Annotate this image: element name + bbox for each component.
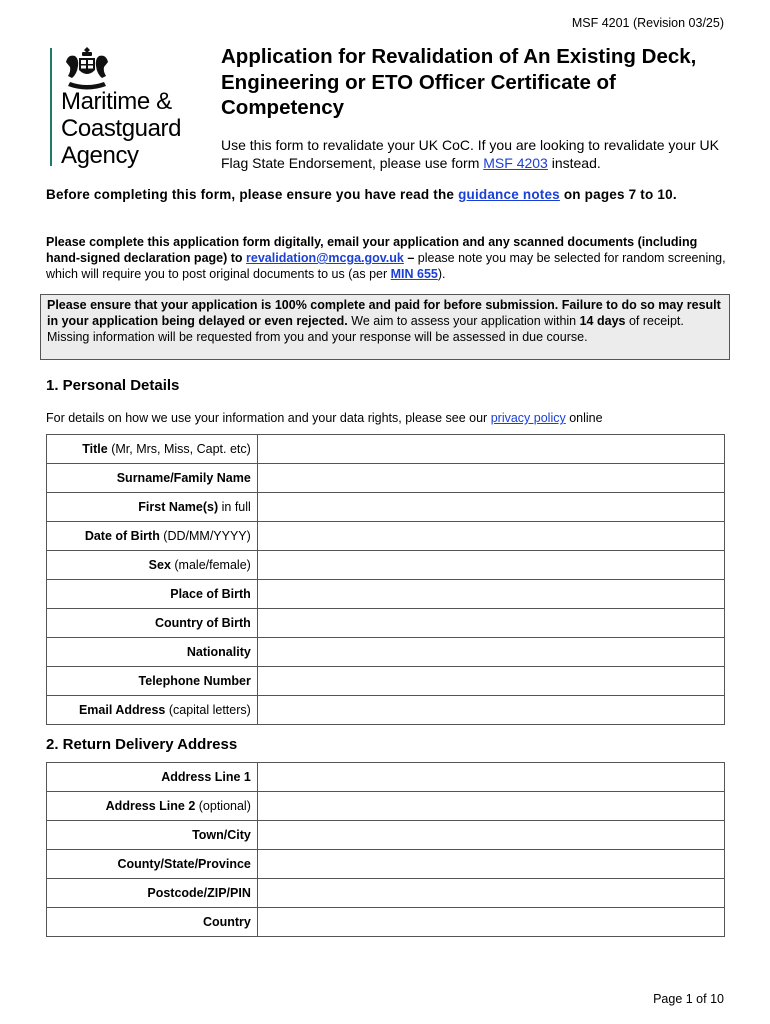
intro-text: Use this form to revalidate your UK CoC. If you are looking to revalidate your UK Flag State Endorsement, please use form MSF 4203 instead. xyxy=(221,137,719,171)
field-label: First Name(s) in full xyxy=(47,493,258,522)
field-label: County/State/Province xyxy=(47,850,258,879)
telephone-field[interactable] xyxy=(257,667,724,696)
page-number: Page 1 of 10 xyxy=(653,992,724,1006)
country-field[interactable] xyxy=(257,908,724,937)
place-of-birth-field[interactable] xyxy=(257,580,724,609)
personal-details-heading: 1. Personal Details xyxy=(46,377,180,394)
sex-field[interactable] xyxy=(257,551,724,580)
royal-crest-icon xyxy=(60,46,114,90)
table-row xyxy=(47,696,725,725)
table-row xyxy=(47,792,725,821)
completeness-notice-box: Please ensure that your application is 100% complete and paid for before submission. Failure to do so may result in your application being delayed or even rejected. We aim to assess your application within 14 days of receipt. Missing information will be requested from you and your response will be assessed in due course. xyxy=(40,294,730,360)
table-row xyxy=(47,763,725,792)
msf-4203-link[interactable]: MSF 4203 xyxy=(483,155,548,171)
form-revision: MSF 4201 (Revision 03/25) xyxy=(571,16,724,30)
agency-line: Agency xyxy=(61,142,139,169)
surname-field[interactable] xyxy=(257,464,724,493)
min-655-link[interactable]: MIN 655 xyxy=(390,267,438,281)
agency-name xyxy=(61,88,181,169)
submission-instructions: Please complete this application form digitally, email your application and any scanned documents (including hand-signed declaration page) to revalidation@mcga.gov.uk – please note you may be selected for random screening, which will require you to post original documents to us (as per MIN 655). xyxy=(46,235,726,281)
table-row xyxy=(47,580,725,609)
guidance-notice: Before completing this form, please ensure you have read the guidance notes on pages 7 to 10. xyxy=(46,187,677,202)
country-of-birth-field[interactable] xyxy=(257,609,724,638)
title-field[interactable] xyxy=(257,435,724,464)
table-row xyxy=(47,667,725,696)
field-label: Telephone Number xyxy=(47,667,258,696)
privacy-policy-link[interactable]: privacy policy xyxy=(490,411,566,425)
address-line-1-field[interactable] xyxy=(257,763,724,792)
date-of-birth-field[interactable] xyxy=(257,522,724,551)
field-label: Country xyxy=(47,908,258,937)
logo-divider xyxy=(50,48,52,166)
field-label: Place of Birth xyxy=(47,580,258,609)
table-row xyxy=(47,821,725,850)
postcode-field[interactable] xyxy=(257,879,724,908)
table-row xyxy=(47,493,725,522)
field-label: Address Line 2 (optional) xyxy=(47,792,258,821)
town-city-field[interactable] xyxy=(257,821,724,850)
revalidation-email-link[interactable]: revalidation@mcga.gov.uk xyxy=(246,251,404,265)
field-label: Address Line 1 xyxy=(47,763,258,792)
return-address-table xyxy=(46,762,725,937)
field-label: Country of Birth xyxy=(47,609,258,638)
county-state-field[interactable] xyxy=(257,850,724,879)
field-label: Date of Birth (DD/MM/YYYY) xyxy=(47,522,258,551)
field-label: Sex (male/female) xyxy=(47,551,258,580)
field-label: Nationality xyxy=(47,638,258,667)
agency-line: Maritime & xyxy=(61,88,172,115)
nationality-field[interactable] xyxy=(257,638,724,667)
field-label: Postcode/ZIP/PIN xyxy=(47,879,258,908)
table-row xyxy=(47,609,725,638)
return-address-heading: 2. Return Delivery Address xyxy=(46,736,238,753)
table-row xyxy=(47,850,725,879)
field-label: Title (Mr, Mrs, Miss, Capt. etc) xyxy=(47,435,258,464)
first-names-field[interactable] xyxy=(257,493,724,522)
personal-details-table xyxy=(46,434,725,725)
table-row xyxy=(47,551,725,580)
table-row xyxy=(47,435,725,464)
email-field[interactable] xyxy=(257,696,724,725)
field-label: Surname/Family Name xyxy=(47,464,258,493)
page-title: Application for Revalidation of An Existing Deck, Engineering or ETO Officer Certificate of Competency xyxy=(221,45,697,119)
agency-line: Coastguard xyxy=(61,115,182,142)
address-line-2-field[interactable] xyxy=(257,792,724,821)
guidance-notes-link[interactable]: guidance notes xyxy=(458,187,560,202)
privacy-text: For details on how we use your information and your data rights, please see our privacy policy online xyxy=(46,411,603,425)
field-label: Town/City xyxy=(47,821,258,850)
table-row xyxy=(47,908,725,937)
table-row xyxy=(47,464,725,493)
table-row xyxy=(47,879,725,908)
table-row xyxy=(47,638,725,667)
field-label: Email Address (capital letters) xyxy=(47,696,258,725)
table-row xyxy=(47,522,725,551)
